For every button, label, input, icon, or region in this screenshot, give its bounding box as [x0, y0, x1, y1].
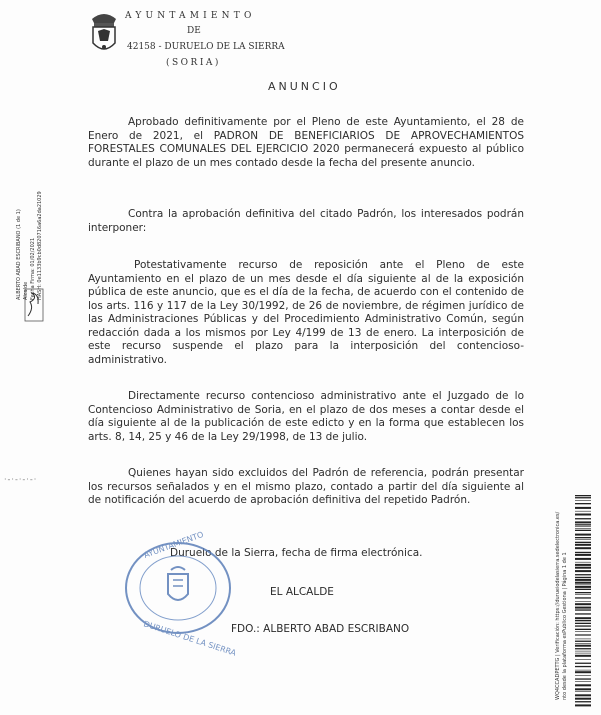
svg-text:AYUNTAMIENTO: AYUNTAMIENTO	[142, 529, 205, 560]
verification-line-2: nto desde la plataforma esPublico Gestiona | Página 1 de 1	[562, 552, 568, 700]
official-seal-icon	[123, 529, 238, 658]
paragraph-excluded: Quienes hayan sido excluidos del Padrón de referencia, podrán presentar los recursos señalados y en el mismo plazo, contado a partir del día siguiente al de notificación del acuerdo de aprobación definitiva del repetido Padrón.	[88, 467, 524, 506]
svg-text:DURUELO DE LA SIERRA: DURUELO DE LA SIERRA	[142, 619, 238, 658]
signatory-name: FDO.: ALBERTO ABAD ESCRIBANO	[231, 623, 410, 635]
header-municipality-label: AYUNTAMIENTO	[125, 11, 256, 21]
margin-dots: ·-·-·-·-·	[4, 475, 38, 484]
document-title: ANUNCIO	[268, 80, 341, 93]
signature-hash: HASH: 0e1133b9cb0d820716a6a2da21029	[37, 191, 43, 300]
header-de: DE	[187, 26, 201, 36]
handwritten-signature-icon	[24, 288, 44, 322]
electronic-signature-block	[16, 191, 56, 500]
paragraph-reposition-appeal: Potestativamente recurso de reposición ante el Pleno de este Ayuntamiento en el plazo de un mes desde el día siguiente al de la exposición pública de este anuncio, que es el día de la fecha, de acuerdo con el contenido de los arts. 116 y 117 de la Ley 30/1992, de 26 de noviembre, de régimen jurídico de las Administraciones Públicas y del Procedimiento Administrativo Común, según redacción dada a los mismos por Ley 4/199 de 13 de enero. La interposición de este recurso suspende el plazo para la interposición del contencioso-administrativo.	[88, 259, 524, 366]
header-province: (SORIA)	[166, 58, 221, 68]
verification-line-1: WQ4CCADPETTG | Verificación: https://durueiodelasierra.sedelectronica.es/	[555, 511, 561, 700]
paragraph-approval: Aprobado definitivamente por el Pleno de este Ayuntamiento, el 28 de Enero de 2021, el PADRON DE BENEFICIARIOS DE APROVECHAMIENTOS FORESTALES COMUNALES DEL EJERCICIO 2020 permanecerá expuesto al público durante el plazo de un mes contado desde la fecha del presente anuncio.	[88, 116, 524, 169]
barcode-icon	[575, 495, 591, 705]
place-and-date: Duruelo de la Sierra, fecha de firma electrónica.	[170, 547, 423, 559]
paragraph-contentious-appeal: Directamente recurso contencioso administrativo ante el Juzgado de lo Contencioso Administrativo de Soria, en el plazo de dos meses a contar desde el día siguiente al de la publicación de este edicto y en la forma que establecen los arts. 8, 14, 25 y 46 de la Ley 29/1998, de 13 de julio.	[88, 390, 524, 443]
mayor-title: EL ALCALDE	[270, 586, 334, 598]
signature-date: Fecha Firma: 01/02/2021	[30, 237, 36, 300]
coat-of-arms-icon	[88, 9, 120, 59]
header-address: 42158 - DURUELO DE LA SIERRA	[127, 42, 285, 52]
paragraph-appeal-intro: Contra la aprobación definitiva del citado Padrón, los interesados podrán interponer:	[88, 208, 524, 234]
signer-role: Alcalde	[23, 281, 29, 300]
signer-name: ALBERTO ABAD ESCRIBANO (1 de 1)	[16, 209, 22, 300]
